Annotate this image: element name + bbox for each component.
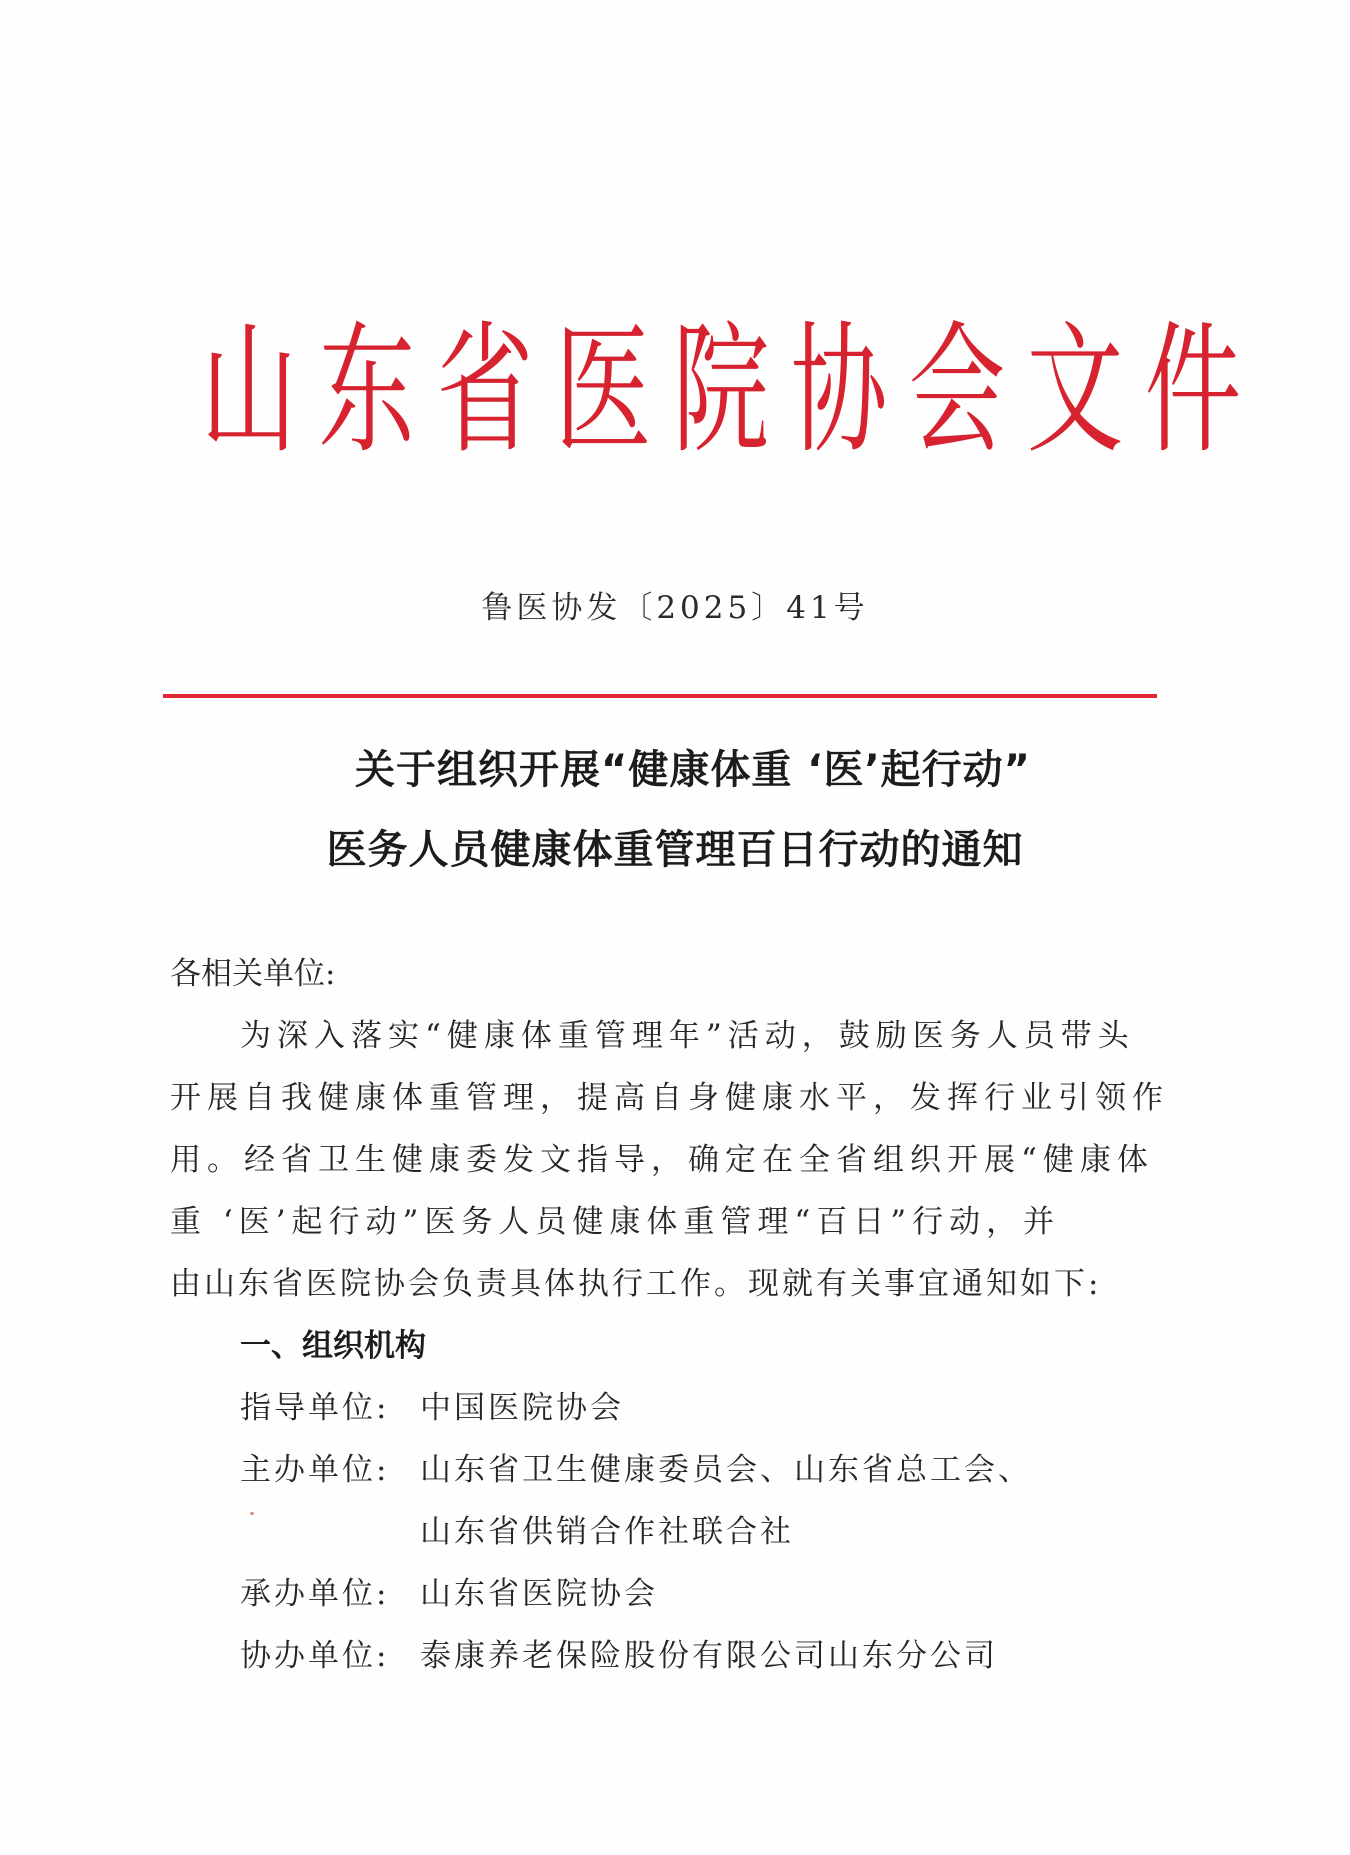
paragraph-line: 为深入落实“健康体重管理年”活动，鼓励医务人员带头 bbox=[240, 1018, 1135, 1054]
masthead-title bbox=[190, 300, 1242, 480]
masthead-char: 医 bbox=[554, 307, 652, 473]
paragraph-line: 由山东省医院协会负责具体执行工作。现就有关事宜通知如下: bbox=[170, 1266, 1102, 1302]
org-value: 山东省医院协会 bbox=[420, 1576, 658, 1612]
salutation: 各相关单位: bbox=[170, 956, 336, 992]
masthead-char: 协 bbox=[790, 307, 888, 473]
masthead-char: 东 bbox=[318, 307, 416, 473]
title-line-2: 医务人员健康体重管理百日行动的通知 bbox=[326, 827, 1024, 873]
org-value: 山东省供销合作社联合社 bbox=[420, 1514, 794, 1550]
org-label: 承办单位: bbox=[240, 1576, 390, 1612]
org-value: 中国医院协会 bbox=[420, 1390, 624, 1426]
paragraph-line: 开展自我健康体重管理，提高自身健康水平，发挥行业引领作 bbox=[170, 1080, 1169, 1116]
masthead-char: 件 bbox=[1144, 307, 1242, 473]
org-label: 协办单位: bbox=[240, 1638, 390, 1674]
section-heading: 一、组织机构 bbox=[240, 1328, 426, 1364]
masthead-char: 省 bbox=[436, 307, 534, 473]
org-row-co-organizer bbox=[240, 1630, 998, 1675]
document-number: 鲁医协发〔2025〕41号 bbox=[481, 590, 869, 626]
org-row-sponsor bbox=[240, 1444, 1032, 1489]
paragraph-line: 重 ‘医’起行动”医务人员健康体重管理“百日”行动，并 bbox=[170, 1204, 1061, 1240]
scan-speck bbox=[250, 1512, 254, 1515]
org-row-organizer bbox=[240, 1568, 658, 1613]
org-label: 指导单位: bbox=[240, 1390, 390, 1426]
masthead-char: 山 bbox=[200, 307, 298, 473]
red-divider-line bbox=[163, 694, 1157, 698]
org-row-sponsor-continued bbox=[420, 1506, 794, 1551]
masthead-char: 会 bbox=[908, 307, 1006, 473]
paragraph-line: 用。经省卫生健康委发文指导，确定在全省组织开展“健康体 bbox=[170, 1142, 1154, 1178]
masthead-char: 文 bbox=[1026, 307, 1124, 473]
org-label: 主办单位: bbox=[240, 1452, 390, 1488]
masthead-char: 院 bbox=[672, 307, 770, 473]
org-value: 泰康养老保险股份有限公司山东分公司 bbox=[420, 1638, 998, 1674]
org-value: 山东省卫生健康委员会、山东省总工会、 bbox=[420, 1452, 1032, 1488]
title-line-1: 关于组织开展“健康体重 ‘医’起行动” bbox=[355, 747, 1031, 793]
org-row-guidance bbox=[240, 1382, 624, 1427]
